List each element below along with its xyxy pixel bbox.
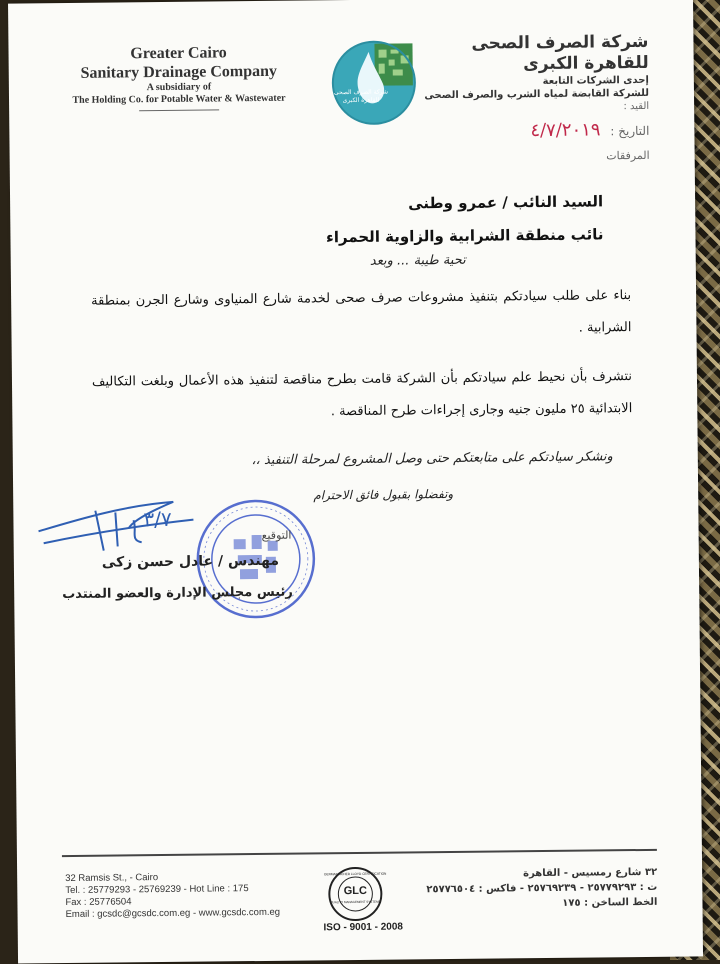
company-name-ar-line2: للقاهرة الكبرى (523, 52, 649, 75)
footer-address-en: 32 Ramsis St., - Cairo (65, 872, 159, 885)
signature-label: التوقيع (261, 528, 292, 542)
company-name-en-line2: Sanitary Drainage Company (80, 62, 278, 82)
handwritten-mark: ٣/٧ (143, 506, 172, 532)
attachments-label: المرفقات (606, 148, 650, 163)
addressee-name: السيد النائب / عمرو وطنى (408, 192, 604, 213)
logo-text-line1: شركة الصرف الصحى (333, 88, 389, 97)
registration-label: القيد : (623, 100, 650, 113)
closing-line: وتفضلوا بقبول فائق الاحترام (313, 486, 454, 503)
addressee-title: نائب منطقة الشرابية والزاوية الحمراء (326, 225, 604, 247)
footer-divider (62, 849, 657, 857)
header-underline (139, 109, 219, 111)
footer-email-en: Email : gcsdc@gcsdc.com.eg - www.gcsdc.com.eg (65, 906, 281, 921)
subsidiary-ar-line1: إحدى الشركات التابعة (542, 74, 649, 87)
date-value: ٤/٧/٢٠١٩ (530, 119, 601, 142)
certification-logo (320, 866, 391, 923)
paragraph-tender: نتشرف بأن نحيط علم سيادتكم بأن الشركة قامت بطرح مناقصة لتنفيذ هذه الأعمال وبلغت التكاليف الابتدائية ٢٥ مليون جنيه وجارى إجراءات طرح المناقصة . (91, 369, 633, 420)
company-logo (330, 39, 417, 126)
greeting: تحية طيبة ... وبعد (369, 252, 466, 269)
footer-tel-ar: ت : ٢٥٧٧٩٢٩٣ - ٢٥٧٦٩٢٣٩ - فاكس : ٢٥٧٧٦٥٠٤ (426, 881, 658, 896)
footer-tel-en: Tel. : 25779293 - 25769239 - Hot Line : 175 (65, 883, 249, 897)
date-label: التاريخ : (610, 123, 650, 139)
company-name-ar-line1: شركة الصرف الصحى (471, 31, 649, 54)
footer-address-ar: ٣٢ شارع رمسيس - القاهرة (523, 866, 658, 880)
paragraph-request: بناء على طلب سيادتكم بتنفيذ مشروعات صرف صحى لخدمة شارع المنياوى وشارع الجرن بمنطقة الشرابية . (91, 288, 632, 336)
subsidiary-line2: The Holding Co. for Potable Water & Wastewater (72, 92, 286, 106)
cert-ring-text: GERMANISCHER LLOYD CERTIFICATION (323, 871, 387, 877)
footer-fax-en: Fax : 25776504 (65, 896, 132, 909)
signer-name: مهندس / عادل حسن زكى (101, 552, 280, 571)
cert-center-text: QUALITY MANAGEMENT SYSTEMS (330, 899, 381, 905)
paragraph-thanks: ونشكر سيادتكم على متابعتكم حتى وصل المشروع لمرحلة التنفيذ ،، (251, 449, 613, 469)
footer-contact-arabic (426, 865, 657, 912)
company-header-english (53, 42, 304, 112)
subsidiary-ar-line2: للشركة القابضة لمياه الشرب والصرف الصحى (424, 87, 650, 102)
addressee-block (326, 185, 604, 254)
company-name-en-line1: Greater Cairo (130, 44, 227, 63)
footer-hotline-ar: الخط الساخن : ١٧٥ (562, 896, 658, 909)
logo-text-line2: للقاهرة الكبرى (342, 96, 380, 105)
date-field (530, 119, 649, 141)
cert-brand-text: GLC (343, 884, 368, 898)
letter-page (8, 0, 703, 964)
subsidiary-line1: A subsidiary of (146, 81, 212, 94)
signer-title: رئيس مجلس الإدارة والعضو المنتدب (62, 584, 293, 603)
footer-contact-english (65, 871, 280, 921)
company-header-arabic (418, 32, 649, 115)
iso-certification: ISO - 9001 - 2008 (323, 921, 404, 934)
